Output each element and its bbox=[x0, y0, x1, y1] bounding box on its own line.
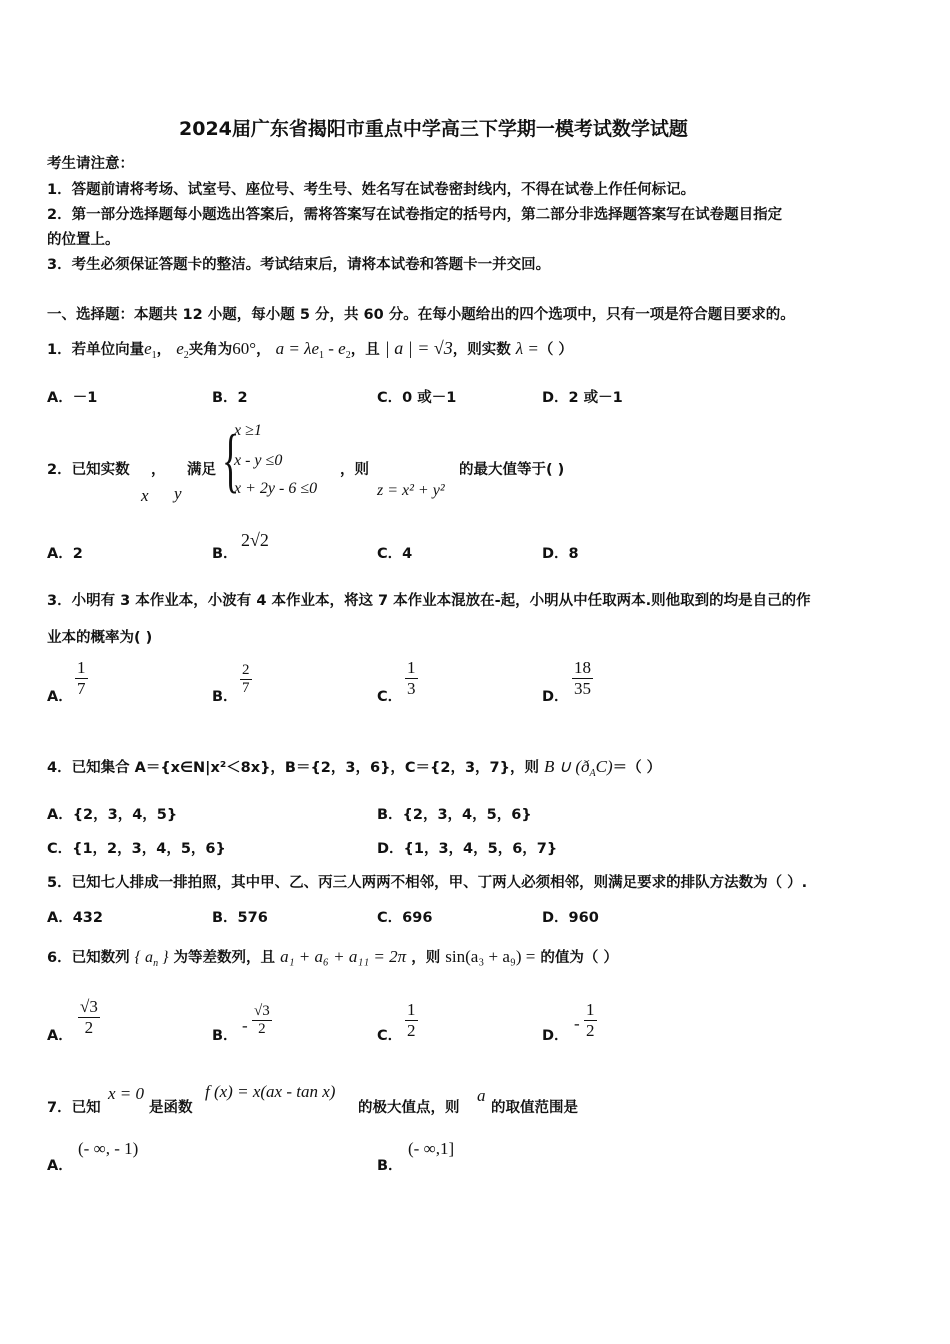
notice-item: 的位置上。 bbox=[47, 232, 120, 248]
q2-constraint: x - y ≤0 bbox=[234, 452, 283, 469]
numerator: 1 bbox=[586, 1000, 595, 1019]
q1-expr-sub: 2 bbox=[345, 349, 351, 361]
denominator: 35 bbox=[574, 679, 591, 698]
q6-option-c-fraction bbox=[405, 1000, 418, 1041]
q7-param-a: a bbox=[477, 1086, 486, 1105]
q6-option-c[interactable]: C． bbox=[377, 1028, 403, 1044]
q1-vector-expr: a = λe bbox=[275, 339, 320, 358]
q1-lambda: λ = bbox=[515, 339, 539, 358]
q1-comma: ， bbox=[256, 342, 271, 358]
q6-sequence: { a bbox=[134, 949, 154, 966]
q6-option-a-fraction bbox=[78, 997, 100, 1038]
section-heading: 一、选择题：本题共 12 小题，每小题 5 分，共 60 分。在每小题给出的四个选项中，只有一项是符合题目要求的。 bbox=[47, 307, 795, 323]
q7-x-zero: x = 0 bbox=[108, 1084, 145, 1103]
q4-set-expr: C) bbox=[595, 757, 613, 776]
q1-angle: 60° bbox=[232, 339, 257, 358]
q7-option-a[interactable]: A． bbox=[47, 1158, 73, 1174]
q4-option-b[interactable]: B．{2，3，4，5，6} bbox=[377, 807, 532, 823]
q1-text: ，则实数 bbox=[452, 342, 511, 358]
q2-system-brace: { bbox=[222, 420, 240, 500]
q1-e1-sub: 1 bbox=[151, 349, 157, 361]
q2-text: ，则 bbox=[340, 462, 369, 478]
q3-option-d[interactable]: D． bbox=[542, 689, 569, 705]
notice-item: 3．考生必须保证答题卡的整洁。考试结束后，请将本试卷和答题卡一并交回。 bbox=[47, 257, 551, 273]
q1-e1: e bbox=[144, 339, 152, 358]
q2-option-b[interactable]: B． bbox=[212, 546, 238, 562]
q7-text: 的极大值点，则 bbox=[358, 1100, 460, 1116]
q7-option-b[interactable]: B． bbox=[377, 1158, 403, 1174]
q1-text: 1．若单位向量 bbox=[47, 342, 145, 358]
denominator: 2 bbox=[407, 1021, 416, 1040]
q1-e2: e bbox=[176, 339, 184, 358]
q6-target-expr: sin(a₃ + a₉) = bbox=[445, 947, 536, 966]
q3-option-b-fraction bbox=[240, 662, 252, 697]
q6-option-b-sign: - bbox=[242, 1016, 248, 1035]
q2-objective: z = x² + y² bbox=[377, 482, 445, 499]
page-title: 2024届广东省揭阳市重点中学高三下学期一模考试数学试题 bbox=[179, 118, 688, 140]
q1-abs-expr: | a | = √3 bbox=[384, 338, 453, 358]
q1-text: 夹角为 bbox=[188, 342, 233, 358]
denominator: 3 bbox=[407, 679, 416, 698]
q2-option-d[interactable]: D．8 bbox=[542, 546, 579, 562]
q4-text: 4．已知集合 A＝{x∈N|x²＜8x}，B＝{2，3，6}，C＝{2，3，7}，则 bbox=[47, 760, 539, 776]
q6-text: 的值为（ ） bbox=[540, 950, 618, 966]
q7-text: 的取值范围是 bbox=[491, 1100, 578, 1116]
q6-sequence-sub: n bbox=[153, 957, 159, 969]
q7-text: 7．已知 bbox=[47, 1100, 101, 1116]
q2-constraint: x ≥1 bbox=[234, 422, 262, 439]
q3-option-a-fraction bbox=[75, 658, 88, 699]
denominator: 7 bbox=[242, 680, 250, 696]
q7-option-b-value: (- ∞,1] bbox=[408, 1139, 455, 1158]
q3-option-c[interactable]: C． bbox=[377, 689, 403, 705]
q6-option-a[interactable]: A． bbox=[47, 1028, 73, 1044]
question-3-line: 业本的概率为( ) bbox=[47, 630, 153, 646]
denominator: 2 bbox=[258, 1021, 266, 1037]
q2-option-b-value: 2√2 bbox=[241, 530, 269, 550]
q1-e2-sub: 2 bbox=[183, 349, 189, 361]
q1-option-b[interactable]: B．2 bbox=[212, 390, 248, 406]
notice-item: 2．第一部分选择题每小题选出答案后，需将答案写在试卷指定的括号内，第二部分非选择题答案写在试卷题目指定 bbox=[47, 207, 783, 223]
q4-set-expr: B ∪ (ð bbox=[544, 757, 590, 776]
q2-comma: ， bbox=[151, 462, 166, 478]
question-1 bbox=[47, 338, 573, 361]
q6-option-d[interactable]: D． bbox=[542, 1028, 569, 1044]
q4-complement-sub: A bbox=[589, 767, 596, 779]
question-4 bbox=[47, 756, 661, 779]
q2-text: 满足 bbox=[187, 462, 216, 478]
q1-option-c[interactable]: C．0 或－1 bbox=[377, 390, 457, 406]
notice-item: 1．答题前请将考场、试室号、座位号、考生号、姓名写在试卷密封线内，不得在试卷上作任何标记。 bbox=[47, 182, 696, 198]
q7-function: f (x) = x(ax - tan x) bbox=[205, 1082, 336, 1101]
q1-text: ，且 bbox=[350, 342, 380, 358]
q1-comma: ， bbox=[156, 342, 172, 358]
q2-text: 的最大值等于( ) bbox=[459, 462, 565, 478]
q3-option-b[interactable]: B． bbox=[212, 689, 238, 705]
q2-text: 2．已知实数 bbox=[47, 462, 130, 478]
q1-option-d[interactable]: D．2 或－1 bbox=[542, 390, 623, 406]
q1-text: （ ） bbox=[538, 342, 573, 358]
q3-option-d-fraction bbox=[572, 658, 593, 699]
q4-option-a[interactable]: A．{2，3，4，5} bbox=[47, 807, 178, 823]
q4-text: ＝（ ） bbox=[612, 760, 662, 776]
q2-var-x: x bbox=[141, 486, 149, 505]
denominator: 7 bbox=[77, 679, 86, 698]
q6-text: 为等差数列，且 bbox=[173, 950, 276, 966]
q6-sequence: } bbox=[158, 949, 169, 966]
q6-condition: a₁ + a₆ + a₁₁ = 2π bbox=[280, 947, 407, 966]
q5-option-c[interactable]: C．696 bbox=[377, 910, 433, 926]
q2-constraint: x + 2y - 6 ≤0 bbox=[234, 480, 318, 497]
question-6 bbox=[47, 946, 618, 969]
q6-option-b[interactable]: B． bbox=[212, 1028, 238, 1044]
q5-option-a[interactable]: A．432 bbox=[47, 910, 103, 926]
q2-var-y: y bbox=[174, 484, 182, 503]
question-5: 5．已知七人排成一排拍照，其中甲、乙、丙三人两两不相邻，甲、丁两人必须相邻，则满足要求的排队方法数为（ ）. bbox=[47, 875, 808, 891]
q2-option-a[interactable]: A．2 bbox=[47, 546, 83, 562]
q1-option-a[interactable]: A．－1 bbox=[47, 390, 98, 406]
q6-option-b-fraction bbox=[252, 1003, 272, 1038]
q2-option-c[interactable]: C．4 bbox=[377, 546, 413, 562]
q7-option-a-value: (- ∞, - 1) bbox=[78, 1139, 139, 1158]
q3-option-c-fraction bbox=[405, 658, 418, 699]
numerator: 2 bbox=[242, 662, 250, 678]
q7-text: 是函数 bbox=[149, 1100, 193, 1116]
denominator: 2 bbox=[586, 1021, 595, 1040]
numerator: √3 bbox=[254, 1003, 270, 1019]
q1-vector-expr: - e bbox=[324, 339, 346, 358]
numerator: √3 bbox=[80, 997, 98, 1016]
q5-option-b[interactable]: B．576 bbox=[212, 910, 268, 926]
q6-text: ，则 bbox=[411, 950, 441, 966]
q6-text: 6．已知数列 bbox=[47, 950, 130, 966]
numerator: 1 bbox=[407, 658, 416, 677]
numerator: 1 bbox=[407, 1000, 416, 1019]
question-3-line: 3．小明有 3 本作业本，小波有 4 本作业本，将这 7 本作业本混放在-起，小明从中任取两本.则他取到的均是自己的作 bbox=[47, 593, 811, 609]
notice-heading: 考生请注意： bbox=[47, 156, 134, 172]
q4-option-c[interactable]: C．{1，2，3，4，5，6} bbox=[47, 841, 226, 857]
q3-option-a[interactable]: A． bbox=[47, 689, 73, 705]
q5-option-d[interactable]: D．960 bbox=[542, 910, 599, 926]
q1-expr-sub: 1 bbox=[319, 349, 325, 361]
q6-option-d-sign: - bbox=[574, 1014, 580, 1033]
numerator: 1 bbox=[77, 658, 86, 677]
denominator: 2 bbox=[84, 1018, 94, 1037]
q6-option-d-fraction bbox=[584, 1000, 597, 1041]
q4-option-d[interactable]: D．{1，3，4，5，6，7} bbox=[377, 841, 558, 857]
numerator: 18 bbox=[574, 658, 591, 677]
